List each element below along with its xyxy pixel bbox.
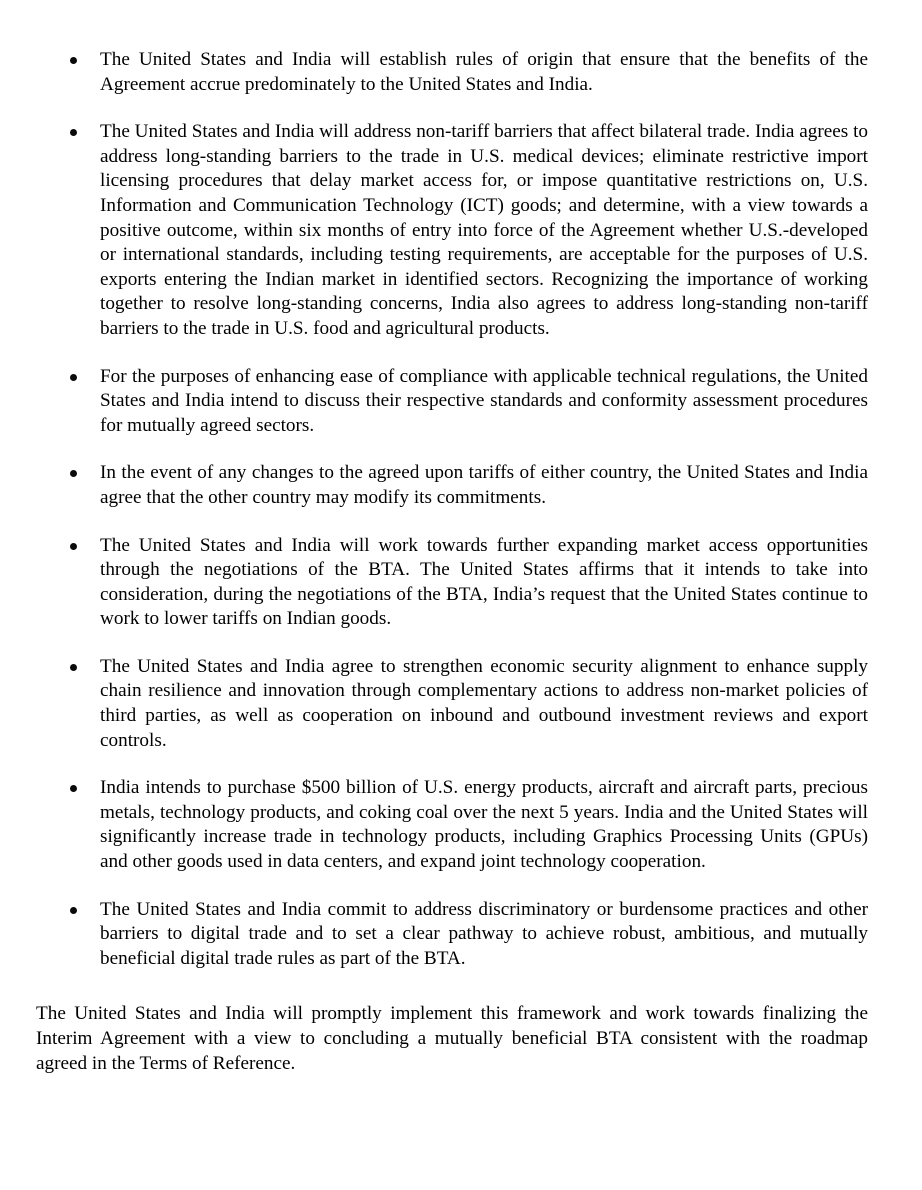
list-item-text: The United States and India agree to strengthen economic security alignment to enhance supply chain resilience and innovation through complementary actions to address non-market policies of third parties, as well as cooperation on inbound and outbound investment reviews and export controls. — [100, 655, 868, 751]
round-bullet-icon — [70, 664, 77, 671]
list-item — [36, 898, 868, 972]
list-item-text: The United States and India will establish rules of origin that ensure that the benefits of the Agreement accrue predominately to the United States and India. — [100, 49, 868, 95]
round-bullet-icon — [70, 470, 77, 477]
round-bullet-icon — [70, 543, 77, 550]
provisions-bullet-list — [36, 48, 868, 971]
list-item — [36, 365, 868, 439]
round-bullet-icon — [70, 374, 77, 381]
round-bullet-icon — [70, 57, 77, 64]
list-item — [36, 48, 868, 97]
list-item-text: For the purposes of enhancing ease of compliance with applicable technical regulations, the United States and India intend to discuss their respective standards and conformity assessment procedures for mutually agreed sectors. — [100, 365, 868, 436]
list-item — [36, 534, 868, 632]
round-bullet-icon — [70, 785, 77, 792]
list-item-text: In the event of any changes to the agreed upon tariffs of either country, the United States and India agree that the other country may modify its commitments. — [100, 462, 868, 508]
round-bullet-icon — [70, 907, 77, 914]
list-item — [36, 776, 868, 874]
list-item — [36, 120, 868, 341]
list-item — [36, 461, 868, 510]
round-bullet-icon — [70, 129, 77, 136]
list-item-text: The United States and India will work towards further expanding market access opportunities through the negotiations of the BTA. The United States affirms that it intends to take into consideration, during the negotiations of the BTA, India’s request that the United States continue to work to lower tariffs on Indian goods. — [100, 534, 868, 630]
document-body — [36, 48, 868, 1076]
list-item-text: The United States and India commit to address discriminatory or burdensome practices and other barriers to digital trade and to set a clear pathway to achieve robust, ambitious, and mutually beneficial digital trade rules as part of the BTA. — [100, 898, 868, 969]
closing-paragraph: The United States and India will promptly implement this framework and work towards finalizing the Interim Agreement with a view to concluding a mutually beneficial BTA consistent with the roadmap agreed in the Terms of Reference. — [36, 1003, 868, 1074]
list-item-text: India intends to purchase $500 billion of U.S. energy products, aircraft and aircraft parts, precious metals, technology products, and coking coal over the next 5 years. India and the United States will significantly increase trade in technology products, including Graphics Processing Units (GPUs) and other goods used in data centers, and expand joint technology cooperation. — [100, 777, 868, 873]
list-item — [36, 655, 868, 753]
list-item-text: The United States and India will address non-tariff barriers that affect bilateral trade. India agrees to address long-standing barriers to the trade in U.S. medical devices; eliminate restrictive import licensing procedures that delay market access for, or impose quantitative restrictions on, U.S. Information and Communication Technology (ICT) goods; and determine, with a view towards a positive outcome, within six months of entry into force of the Agreement whether U.S.-developed or international standards, including testing requirements, are acceptable for the purposes of U.S. exports entering the Indian market in identified sectors. Recognizing the importance of working together to resolve long-standing concerns, India also agrees to address long-standing non-tariff barriers to the trade in U.S. food and agricultural products. — [100, 121, 868, 339]
